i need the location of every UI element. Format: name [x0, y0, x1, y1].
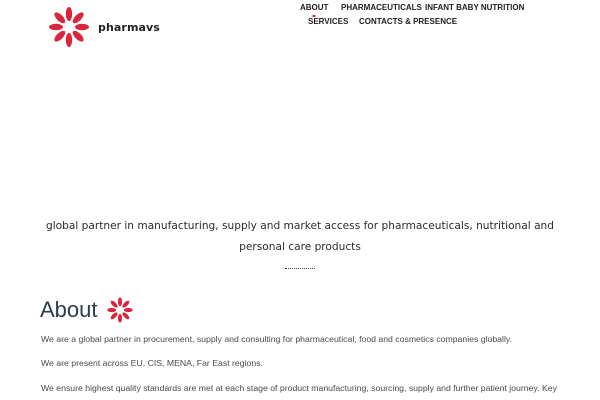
about-paragraph: We are present across EU, CIS, MENA, Far East regions. [41, 358, 263, 368]
about-heading [40, 296, 134, 324]
brand-logo[interactable] [47, 5, 160, 49]
nav-item-about[interactable]: ABOUT [300, 3, 329, 12]
hero-tagline: global partner in manufacturing, supply and market access for pharmaceuticals, nutritional and personal care products [45, 220, 554, 253]
brand-name: pharmavs [98, 20, 160, 34]
nav-item-services[interactable]: SERVICES [308, 17, 349, 26]
flower-logo-icon [47, 5, 91, 49]
about-paragraph: We are a global partner in procurement, supply and consulting for pharmaceutical, food and cosmetics companies globally. [41, 334, 512, 344]
nav-item-infant-baby-nutrition[interactable]: INFANT BABY NUTRITION [425, 3, 525, 12]
tagline-divider [285, 268, 315, 269]
nav-item-pharmaceuticals[interactable]: PHARMACEUTICALS [341, 3, 422, 12]
nav-item-contacts-presence[interactable]: CONTACTS & PRESENCE [359, 17, 458, 26]
about-paragraph: We ensure highest quality standards are met at each stage of product manufacturing, sourcing, supply and further patient journey. Key [41, 383, 557, 393]
flower-icon [106, 296, 134, 324]
about-title: About [40, 297, 98, 322]
main-nav [290, 0, 590, 34]
